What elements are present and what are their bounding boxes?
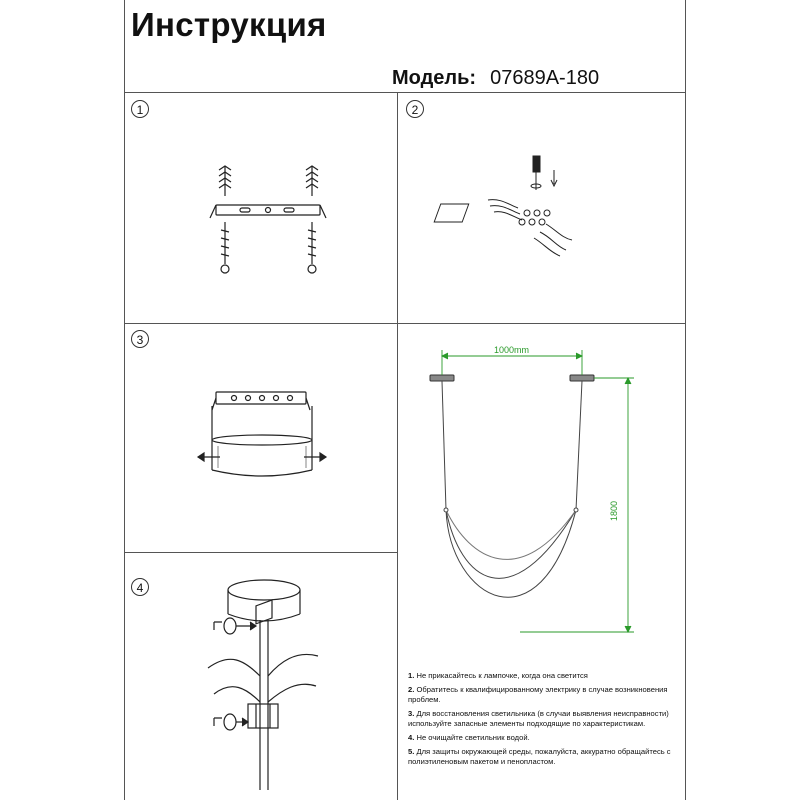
column-divider: [397, 92, 398, 800]
note-item: 3. Для восстановления светильника (в случаи выявления неисправности) используйте запасные элементы подходящие по характеристикам.: [408, 708, 669, 729]
step-number-4: 4: [131, 578, 149, 596]
width-dimension-label: 1000mm: [494, 345, 530, 355]
model-line: [392, 67, 599, 90]
step-number-3: 3: [131, 330, 149, 348]
row-divider-1: [124, 323, 686, 324]
note-item: 5. Для защиты окружающей среды, пожалуйста, аккуратно обращайтесь с полиэтиленовым пакетом и пенопластом.: [408, 746, 671, 767]
model-code: 07689A-180: [490, 67, 600, 89]
safety-notes: [408, 671, 676, 771]
row-divider-2: [124, 552, 397, 553]
step-number-2: 2: [406, 100, 424, 118]
page-title: Инструкция: [131, 6, 327, 43]
height-dimension-label: 1800: [609, 500, 620, 522]
model-label: Модель:: [392, 67, 477, 89]
header-divider: [124, 92, 686, 93]
note-item: 1. Не прикасайтесь к лампочке, когда она светится: [408, 671, 588, 680]
note-item: 4. Не очищайте светильник водой.: [408, 732, 530, 742]
step-number-1: 1: [131, 100, 149, 118]
note-item: 2. Обратитесь к квалифицированному электрику в случае возникновения проблем.: [408, 684, 668, 705]
